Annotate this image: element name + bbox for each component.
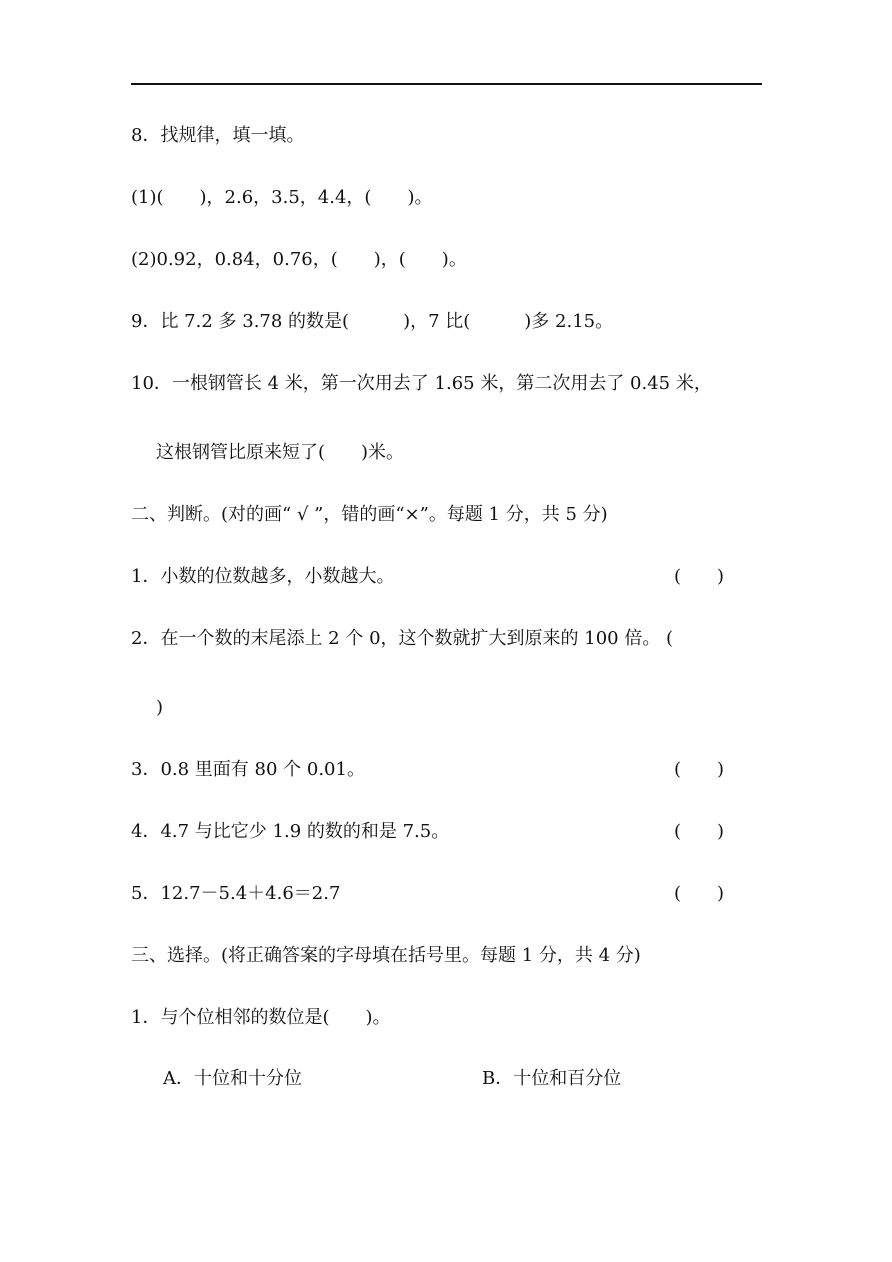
- judge-item-1-text: 1．小数的位数越多，小数越大。: [131, 566, 395, 587]
- judge-item-2-blank: ): [156, 697, 164, 718]
- judge-item-3-text: 3．0.8 里面有 80 个 0.01。: [131, 759, 365, 780]
- judge-item-5-text: 5．12.7－5.4＋4.6＝2.7: [131, 883, 341, 904]
- q10-line1: 10．一根钢管长 4 米，第一次用去了 1.65 米，第二次用去了 0.45 米，: [131, 373, 712, 394]
- choice-q1-option-b: B．十位和百分位: [482, 1068, 622, 1089]
- judge-item-5-blank: ( ): [674, 883, 725, 904]
- judge-item-4-text: 4．4.7 与比它少 1.9 的数的和是 7.5。: [131, 821, 450, 842]
- choice-q1-text: 1．与个位相邻的数位是( )。: [131, 1007, 391, 1028]
- q10-line2: 这根钢管比原来短了( )米。: [156, 442, 405, 463]
- q8-part2: (2)0.92，0.84，0.76，( )，( )。: [131, 249, 467, 270]
- q8-prompt: 8．找规律，填一填。: [131, 125, 305, 146]
- judge-item-2-text: 2．在一个数的末尾添上 2 个 0，这个数就扩大到原来的 100 倍。 (: [131, 628, 674, 649]
- judge-item-1-blank: ( ): [674, 566, 725, 587]
- judge-item-4-blank: ( ): [674, 821, 725, 842]
- choice-q1-option-a: A．十位和十分位: [163, 1068, 302, 1089]
- q8-part1: (1)( )，2.6，3.5，4.4，( )。: [131, 187, 433, 208]
- judge-item-3-blank: ( ): [674, 759, 725, 780]
- header-rule: [131, 83, 762, 85]
- section-three-heading: 三、选择。(将正确答案的字母填在括号里。每题 1 分，共 4 分): [131, 945, 641, 966]
- section-two-heading: 二、判断。(对的画“ √ ”，错的画“×”。每题 1 分，共 5 分): [131, 504, 608, 525]
- q9-text: 9．比 7.2 多 3.78 的数是( )，7 比( )多 2.15。: [131, 311, 614, 332]
